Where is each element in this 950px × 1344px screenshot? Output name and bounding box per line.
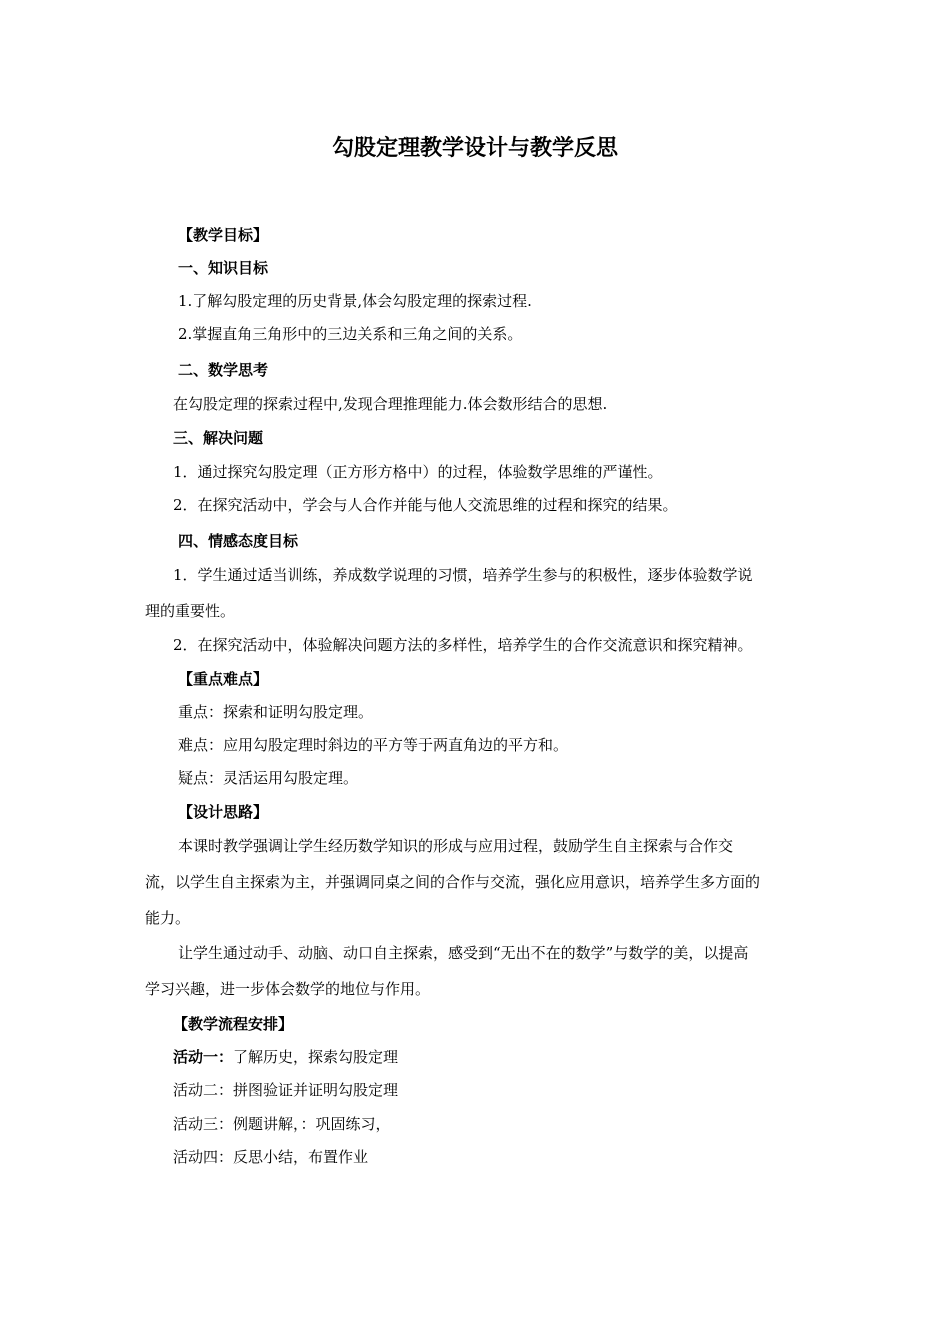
activity-4: 活动四：反思小结，布置作业 [173,1148,369,1166]
objectives-heading: 【教学目标】 [178,226,269,244]
design-paragraph-1-line-2: 流，以学生自主探索为主，并强调同桌之间的合作与交流，强化应用意识，培养学生多方面的 [145,873,761,891]
keypoint-doubt: 疑点：灵活运用勾股定理。 [178,769,359,787]
activity-1-text: 了解历史，探索勾股定理 [233,1048,399,1066]
design-paragraph-2-line-2: 学习兴趣，进一步体会数学的地位与作用。 [145,980,431,998]
design-paragraph-2-line-1: 让学生通过动手、动脑、动口自主探索，感受到“无出不在的数学”与数学的美，以提高 [178,944,749,962]
problem-item-2: 2．在探究活动中，学会与人合作并能与他人交流思维的过程和探究的结果。 [173,496,678,514]
keypoint-difficulty: 难点：应用勾股定理时斜边的平方等于两直角边的平方和。 [178,736,569,754]
document-title: 勾股定理教学设计与教学反思 [331,136,618,161]
attitude-item-1-line-2: 理的重要性。 [145,602,236,620]
knowledge-heading: 一、知识目标 [178,259,269,277]
design-paragraph-1-line-3: 能力。 [145,909,191,927]
activity-2: 活动二：拼图验证并证明勾股定理 [173,1081,399,1099]
activity-1 [173,1045,398,1069]
attitude-item-1-line-1: 1．学生通过适当训练，养成数学说理的习惯，培养学生参与的积极性，逐步体验数学说 [173,566,753,584]
design-paragraph-1-line-1: 本课时教学强调让学生经历数学知识的形成与应用过程，鼓励学生自主探索与合作交 [178,837,734,855]
knowledge-item-1: 1.了解勾股定理的历史背景,体会勾股定理的探索过程. [178,292,532,310]
problem-item-1: 1．通过探究勾股定理（正方形方格中）的过程，体验数学思维的严谨性。 [173,463,663,481]
keypoint-focus: 重点：探索和证明勾股定理。 [178,703,374,721]
thinking-text: 在勾股定理的探索过程中,发现合理推理能力.体会数形结合的思想. [173,395,608,413]
thinking-heading: 二、数学思考 [178,361,269,379]
activity-1-label: 活动一： [173,1048,234,1066]
problem-heading: 三、解决问题 [173,429,264,447]
design-heading: 【设计思路】 [178,803,269,821]
activity-3: 活动三：例题讲解，：巩固练习， [173,1115,391,1133]
knowledge-item-2: 2.掌握直角三角形中的三边关系和三角之间的关系。 [178,325,523,343]
keypoints-heading: 【重点难点】 [178,670,269,688]
attitude-heading: 四、情感态度目标 [178,532,299,550]
attitude-item-2: 2．在探究活动中，体验解决问题方法的多样性，培养学生的合作交流意识和探究精神。 [173,636,753,654]
process-heading: 【教学流程安排】 [173,1015,294,1033]
